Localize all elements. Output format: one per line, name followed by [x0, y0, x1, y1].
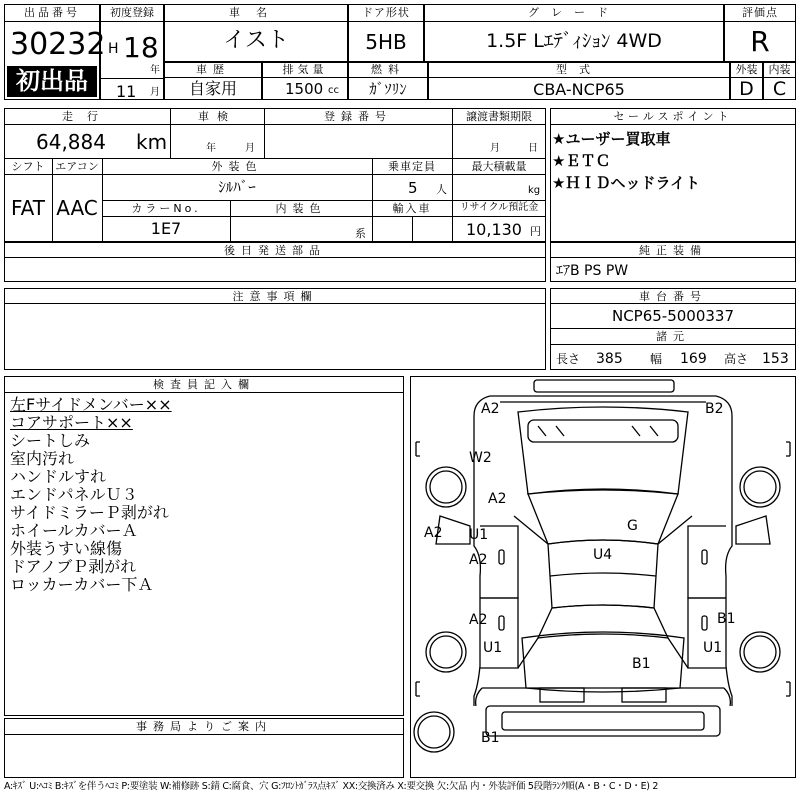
registration-month: 11: [116, 82, 137, 101]
recycle-label: リサイクル預託金: [459, 202, 539, 213]
office-notice-label: 事務局よりご案内: [136, 720, 272, 733]
color-no-label: カラーNo.: [131, 202, 201, 215]
displacement-label: 排気量: [282, 63, 328, 76]
mileage-label: 走行: [62, 110, 112, 123]
transfer-day-unit: 日: [528, 143, 538, 154]
plate-label: 登録番号: [324, 110, 392, 123]
capacity: 5: [408, 179, 418, 197]
year-unit: 年: [150, 65, 160, 76]
inspector-note: エンドパネルＵ３: [10, 485, 138, 504]
inspector-note: コアサポート××: [10, 413, 133, 432]
fuel: ｶﾞｿﾘﾝ: [369, 80, 407, 98]
capacity-label: 乗車定員: [388, 160, 436, 173]
int-color-label: 内装色: [275, 202, 327, 215]
damage-mark: B1: [632, 656, 651, 672]
capacity-unit: 人: [436, 183, 447, 196]
damage-mark: W2: [469, 450, 492, 466]
inspector-note: 外装うすい線傷: [10, 539, 123, 558]
genuine-equipment-label: 純正装備: [639, 244, 707, 257]
mileage: 64,884: [36, 130, 106, 154]
sales-points-label: セールスポイント: [613, 110, 733, 123]
exterior-grade: D: [739, 78, 754, 100]
score: R: [750, 25, 770, 58]
genuine-equipment: ｴｱB PS PW: [556, 263, 629, 279]
transfer-month-unit: 月: [490, 143, 500, 154]
width-label: 幅: [650, 352, 663, 366]
damage-mark: U4: [593, 547, 613, 563]
width: 169: [680, 351, 707, 367]
color-label: 外装色: [211, 160, 263, 173]
damage-mark: U1: [469, 527, 489, 543]
shift: FAT: [10, 196, 45, 220]
height-label: 高さ: [724, 352, 749, 366]
car-name-label: 車名: [229, 6, 283, 19]
recycle-amount: 10,130: [466, 220, 522, 239]
displacement: 1500: [285, 80, 324, 98]
month-unit: 月: [150, 87, 160, 98]
inspector-notes-label: 検査員記入欄: [153, 378, 255, 391]
inspection-label: 車検: [198, 110, 236, 123]
registration-year: 18: [123, 31, 159, 64]
recycle-unit: 円: [530, 225, 541, 238]
era: H: [108, 41, 119, 57]
damage-mark: U1: [483, 640, 503, 656]
grade: 1.5F Lｴﾃﾞｨｼｮﾝ 4WD: [486, 30, 662, 52]
lot-number: 30232: [10, 27, 106, 62]
displacement-unit: cc: [328, 85, 339, 96]
load-unit: kg: [528, 185, 541, 196]
inspection-month-unit: 月: [245, 143, 255, 154]
model-label: 型式: [556, 63, 602, 76]
exterior-label: 外装: [735, 63, 758, 76]
registration-label: 初度登録: [110, 6, 154, 19]
inspector-note: 左Fサイドメンバー××: [10, 395, 172, 414]
door-label: ドア形状: [362, 6, 410, 19]
damage-mark: B1: [481, 730, 500, 746]
door-type: 5HB: [365, 30, 407, 54]
first-listing-badge: 初出品: [7, 66, 97, 97]
grade-label: グレード: [528, 6, 620, 19]
color: ｼﾙﾊﾞｰ: [218, 178, 256, 196]
load-label: 最大積載量: [471, 160, 527, 173]
car-diagram: [410, 376, 796, 778]
later-parts-label: 後日発送部品: [224, 244, 326, 257]
inspector-note: ハンドルすれ: [10, 467, 107, 486]
damage-mark: A2: [481, 401, 500, 417]
length-label: 長さ: [556, 352, 581, 366]
history: 自家用: [188, 79, 237, 98]
inspector-note: サイドミラーＰ剥がれ: [10, 503, 169, 522]
int-color-unit: 系: [355, 227, 366, 240]
damage-mark: G: [627, 518, 638, 534]
damage-mark: A2: [469, 552, 488, 568]
mileage-unit: km: [136, 130, 168, 154]
inspection-year-unit: 年: [206, 143, 216, 154]
ac-label: エアコン: [55, 160, 99, 173]
height: 153: [762, 351, 789, 367]
inspector-note: ドアノブＰ剥がれ: [10, 557, 137, 576]
sales-point-1: ★ユーザー買取車: [552, 130, 671, 148]
legend: A:ｷｽﾞ U:ﾍｺﾐ B:ｷｽﾞを伴うﾍｺﾐ P:要塗装 W:補修跡 S:錆 C:腐食、穴 G:ﾌﾛﾝﾄｶﾞﾗｽ点ｷｽﾞ XX:交換済み X:要交換 欠:欠品 内・外装評価 5段階ﾗﾝｸ順(A・B・C・D・E) 2: [4, 781, 659, 792]
history-label: 車歴: [196, 63, 230, 76]
inspector-note: 室内汚れ: [10, 449, 75, 468]
caution-label: 注意事項欄: [232, 290, 318, 303]
import-label: 輸入車: [392, 202, 432, 215]
damage-mark: A2: [424, 525, 443, 541]
model: CBA-NCP65: [533, 80, 625, 99]
color-no: 1E7: [150, 219, 182, 238]
sales-point-2: ★ＥＴＣ: [552, 152, 611, 170]
damage-mark: U1: [703, 640, 723, 656]
ac: AAC: [56, 196, 98, 220]
interior-label: 内装: [768, 63, 791, 76]
vehicle-detail-block: [4, 108, 546, 242]
shift-label: シフト: [11, 160, 45, 173]
car-name: イスト: [223, 28, 289, 53]
chassis-label: 車台番号: [639, 290, 707, 303]
lot-number-label: 出品番号: [24, 6, 80, 19]
inspector-note: シートしみ: [10, 431, 91, 450]
damage-mark: B1: [717, 611, 736, 627]
sales-point-3: ★ＨＩＤヘッドライト: [552, 174, 700, 192]
fuel-label: 燃料: [371, 63, 405, 76]
score-label: 評価点: [742, 6, 778, 19]
damage-mark: A2: [469, 612, 488, 628]
inspector-note: ホイールカバーＡ: [10, 521, 138, 540]
damage-mark: B2: [705, 401, 724, 417]
interior-grade: C: [772, 78, 787, 100]
chassis-number: NCP65-5000337: [611, 307, 735, 325]
damage-mark: A2: [488, 491, 507, 507]
dims-label: 諸元: [656, 330, 690, 343]
inspector-note: ロッカーカバー下Ａ: [10, 575, 154, 594]
transfer-label: 譲渡書類期限: [466, 110, 532, 123]
length: 385: [596, 351, 623, 367]
